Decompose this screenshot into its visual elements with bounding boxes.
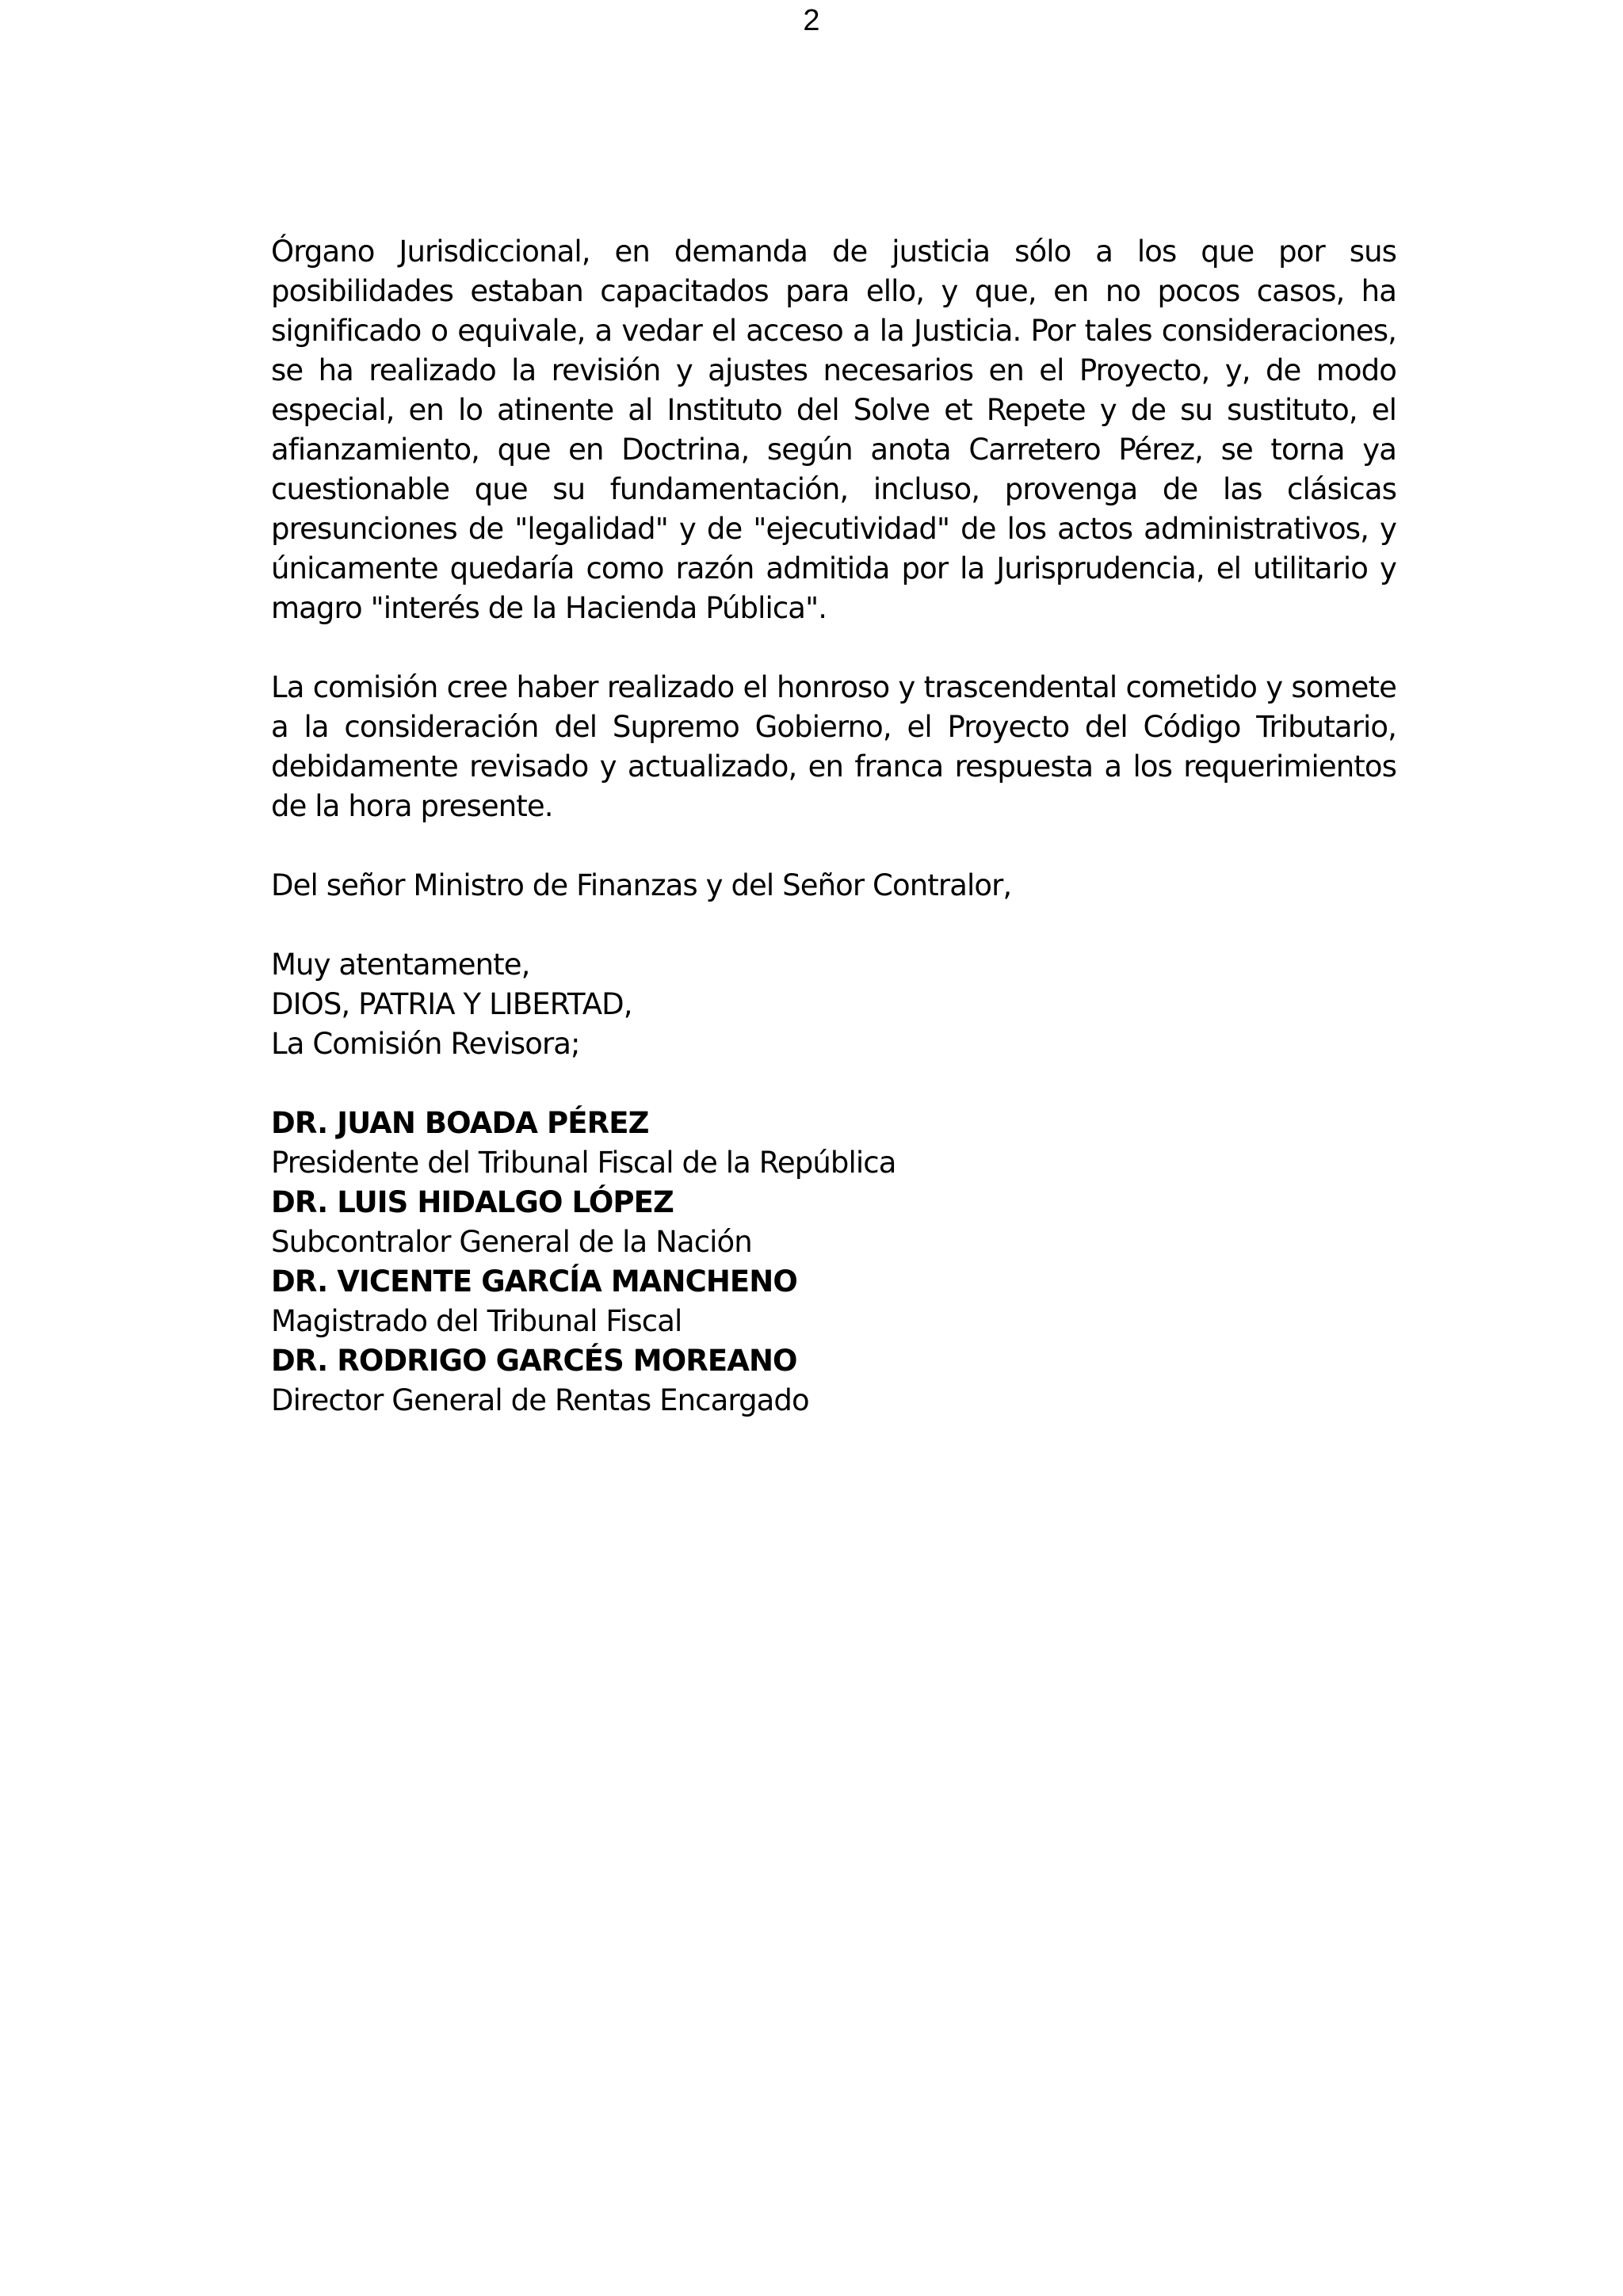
- closing-line: Muy atentamente,: [271, 948, 530, 982]
- document-body: [271, 232, 1396, 1421]
- salutation: Del señor Ministro de Finanzas y del Señor Contralor,: [271, 868, 1012, 902]
- signatory-name: DR. JUAN BOADA PÉREZ: [271, 1106, 649, 1140]
- closing-block: [271, 945, 1396, 1064]
- signatory-name: DR. RODRIGO GARCÉS MOREANO: [271, 1344, 797, 1378]
- body-paragraph: Órgano Jurisdiccional, en demanda de justicia sólo a los que por sus posibilidades estaban capacitados para ello, y que, en no pocos casos, ha significado o equivale, a vedar el acceso a la Justicia. Por tales consideraciones, se ha realizado la revisión y ajustes necesarios en el Proyecto, y, de modo especial, en lo atinente al Instituto del Solve et Repete y de su sustituto, el afianzamiento, que en Doctrina, según anota Carretero Pérez, se torna ya cuestionable que su fundamentación, incluso, provenga de las clásicas presunciones de "legalidad" y de "ejecutividad" de los actos administrativos, y únicamente quedaría como razón admitida por la Jurisprudencia, el utilitario y magro "interés de la Hacienda Pública".: [271, 235, 1396, 625]
- signatory-title: Subcontralor General de la Nación: [271, 1225, 752, 1259]
- body-paragraph: La comisión cree haber realizado el honroso y trascendental cometido y somete a la consideración del Supremo Gobierno, el Proyecto del Código Tributario, debidamente revisado y actualizado, en franca respuesta a los requerimientos de la hora presente.: [271, 670, 1396, 823]
- closing-line: La Comisión Revisora;: [271, 1027, 580, 1061]
- signatory-name: DR. VICENTE GARCÍA MANCHENO: [271, 1264, 797, 1299]
- signatories-block: [271, 1104, 1396, 1421]
- closing-line: DIOS, PATRIA Y LIBERTAD,: [271, 987, 632, 1021]
- signatory-title: Presidente del Tribunal Fiscal de la República: [271, 1146, 896, 1180]
- signatory-title: Magistrado del Tribunal Fiscal: [271, 1304, 682, 1338]
- signatory-name: DR. LUIS HIDALGO LÓPEZ: [271, 1185, 674, 1219]
- page-number: 2: [803, 4, 820, 37]
- signatory-title: Director General de Rentas Encargado: [271, 1383, 809, 1417]
